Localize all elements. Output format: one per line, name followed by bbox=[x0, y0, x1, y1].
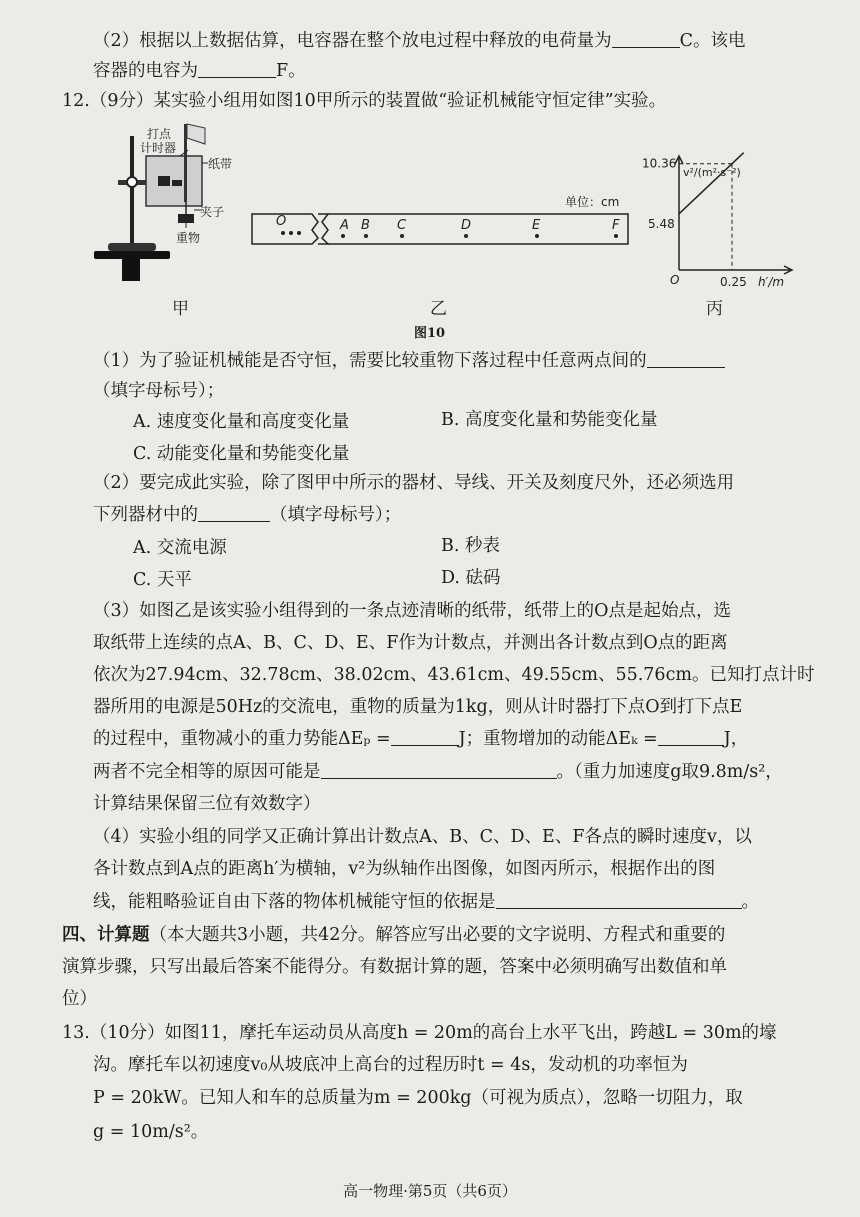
x-axis-label: h′/m bbox=[758, 275, 785, 289]
y-tick-10.36: 10.36 bbox=[642, 156, 677, 171]
section-4-line1 bbox=[62, 920, 725, 950]
answer-blank bbox=[647, 349, 725, 368]
label-tape: 纸带 bbox=[208, 157, 233, 171]
figure-label: 图10 bbox=[414, 326, 446, 341]
s2-option-B: B. 秒表 bbox=[441, 536, 500, 556]
section-4-line2: 演算步骤，只写出最后答案不能得分。有数据计算的题，答案中必须明确写出数值和单 bbox=[62, 957, 727, 977]
label-weight: 重物 bbox=[176, 231, 201, 245]
text: 。（重力加速度g取9.8m/s²， bbox=[556, 762, 783, 782]
answer-blank bbox=[321, 760, 557, 779]
s4-line1: （4）实验小组的同学又正确计算出计数点A、B、C、D、E、F各点的瞬时速度v，以 bbox=[93, 827, 752, 847]
s1-option-A: A. 速度变化量和高度变化量 bbox=[133, 412, 350, 432]
q11-part2-line2 bbox=[93, 56, 306, 86]
text: 线，能粗略验证自由下落的物体机械能守恒的依据是 bbox=[93, 892, 496, 912]
s1-option-C: C. 动能变化量和势能变化量 bbox=[133, 444, 350, 464]
q13-line1: 13.（10分）如图11，摩托车运动员从高度h = 20m的高台上水平飞出，跨越L = 30m的壕 bbox=[62, 1023, 777, 1043]
page-footer: 高一物理·第5页（共6页） bbox=[343, 1182, 517, 1200]
origin-label: O bbox=[670, 273, 680, 287]
paper-tape-yi bbox=[252, 195, 628, 244]
text: C。该电 bbox=[679, 31, 746, 51]
caption-jia: 甲 bbox=[172, 299, 189, 319]
answer-blank bbox=[198, 503, 270, 522]
section-4-heading: 四、计算题 bbox=[62, 925, 150, 945]
text: 。 bbox=[741, 892, 759, 912]
s1-line2: （填字母标号）； bbox=[93, 381, 225, 401]
y-axis-label: v²/(m²·s⁻²) bbox=[683, 166, 741, 179]
label-timer-1: 打点 bbox=[147, 127, 172, 141]
text: 的过程中，重物减小的重力势能ΔEₚ = bbox=[93, 729, 391, 749]
text: 下列器材中的 bbox=[93, 505, 198, 525]
answer-blank bbox=[496, 890, 742, 909]
s4-line2: 各计数点到A点的距离h′为横轴，v²为纵轴作出图像，如图丙所示，根据作出的图 bbox=[93, 859, 716, 879]
q13-line3: P = 20kW。已知人和车的总质量为m = 200kg（可视为质点），忽略一切阻力，取 bbox=[93, 1088, 743, 1108]
point-E: E bbox=[532, 218, 541, 233]
text: （1）为了验证机械能是否守恒，需要比较重物下落过程中任意两点间的 bbox=[93, 351, 647, 371]
graph-bing bbox=[642, 153, 792, 289]
s3-line3: 依次为27.94cm、32.78cm、38.02cm、43.61cm、49.55cm、55.76cm。已知打点计时 bbox=[93, 665, 815, 685]
section-4-line3: 位） bbox=[62, 989, 97, 1009]
text: J， bbox=[723, 729, 749, 749]
text: （2）根据以上数据估算，电容器在整个放电过程中释放的电荷量为 bbox=[93, 31, 612, 51]
s3-line2: 取纸带上连续的点A、B、C、D、E、F作为计数点，并测出各计数点到O点的距离 bbox=[93, 633, 728, 653]
s2-line1: （2）要完成此实验，除了图甲中所示的器材、导线、开关及刻度尺外，还必须选用 bbox=[93, 473, 735, 493]
label-clip: 夹子 bbox=[200, 205, 225, 219]
answer-blank bbox=[612, 29, 680, 48]
point-B: B bbox=[361, 218, 370, 233]
text: （本大题共3小题，共42分。解答应写出必要的文字说明、方程式和重要的 bbox=[149, 925, 726, 945]
point-O: O bbox=[276, 214, 287, 229]
v2-series-line bbox=[679, 153, 744, 214]
s1-option-B: B. 高度变化量和势能变化量 bbox=[441, 410, 658, 430]
s3-line5 bbox=[93, 724, 748, 754]
text: （填字母标号）； bbox=[270, 505, 402, 525]
point-F: F bbox=[612, 218, 620, 233]
point-A: A bbox=[340, 218, 349, 233]
text: F。 bbox=[276, 61, 306, 81]
s2-option-A: A. 交流电源 bbox=[133, 538, 227, 558]
s1-line1 bbox=[93, 346, 725, 376]
tape-unit: 单位：cm bbox=[565, 195, 620, 209]
s2-line2 bbox=[93, 500, 401, 530]
apparatus-jia bbox=[94, 124, 232, 281]
s3-line4: 器所用的电源是50Hz的交流电，重物的质量为1kg，则从计时器打下点O到打下点E bbox=[93, 697, 743, 717]
text: J；重物增加的动能ΔEₖ = bbox=[458, 729, 658, 749]
s4-line3 bbox=[93, 887, 759, 917]
s2-option-C: C. 天平 bbox=[133, 570, 192, 590]
s3-line6 bbox=[93, 757, 783, 787]
q13-line2: 沟。摩托车以初速度v₀从坡底冲上高台的过程历时t = 4s，发动机的功率恒为 bbox=[93, 1055, 688, 1075]
text: 容器的电容为 bbox=[93, 61, 198, 81]
q11-part2-line1 bbox=[93, 26, 746, 56]
text: 两者不完全相等的原因可能是 bbox=[93, 762, 321, 782]
point-C: C bbox=[397, 218, 407, 233]
y-tick-5.48: 5.48 bbox=[648, 216, 675, 231]
s2-option-D: D. 砝码 bbox=[441, 568, 501, 588]
answer-blank bbox=[391, 727, 459, 746]
caption-bing: 丙 bbox=[706, 299, 723, 319]
s3-line1: （3）如图乙是该实验小组得到的一条点迹清晰的纸带，纸带上的O点是起始点，选 bbox=[93, 601, 731, 621]
answer-blank bbox=[198, 59, 276, 78]
q13-line4: g = 10m/s²。 bbox=[93, 1122, 209, 1142]
s3-line7: 计算结果保留三位有效数字） bbox=[93, 794, 321, 814]
label-timer-2: 计时器 bbox=[140, 141, 177, 155]
caption-yi: 乙 bbox=[430, 299, 447, 319]
point-D: D bbox=[461, 218, 472, 233]
q12-title: 12.（9分）某实验小组用如图10甲所示的装置做“验证机械能守恒定律”实验。 bbox=[62, 91, 667, 111]
x-tick-0.25: 0.25 bbox=[720, 275, 747, 289]
answer-blank bbox=[658, 727, 724, 746]
